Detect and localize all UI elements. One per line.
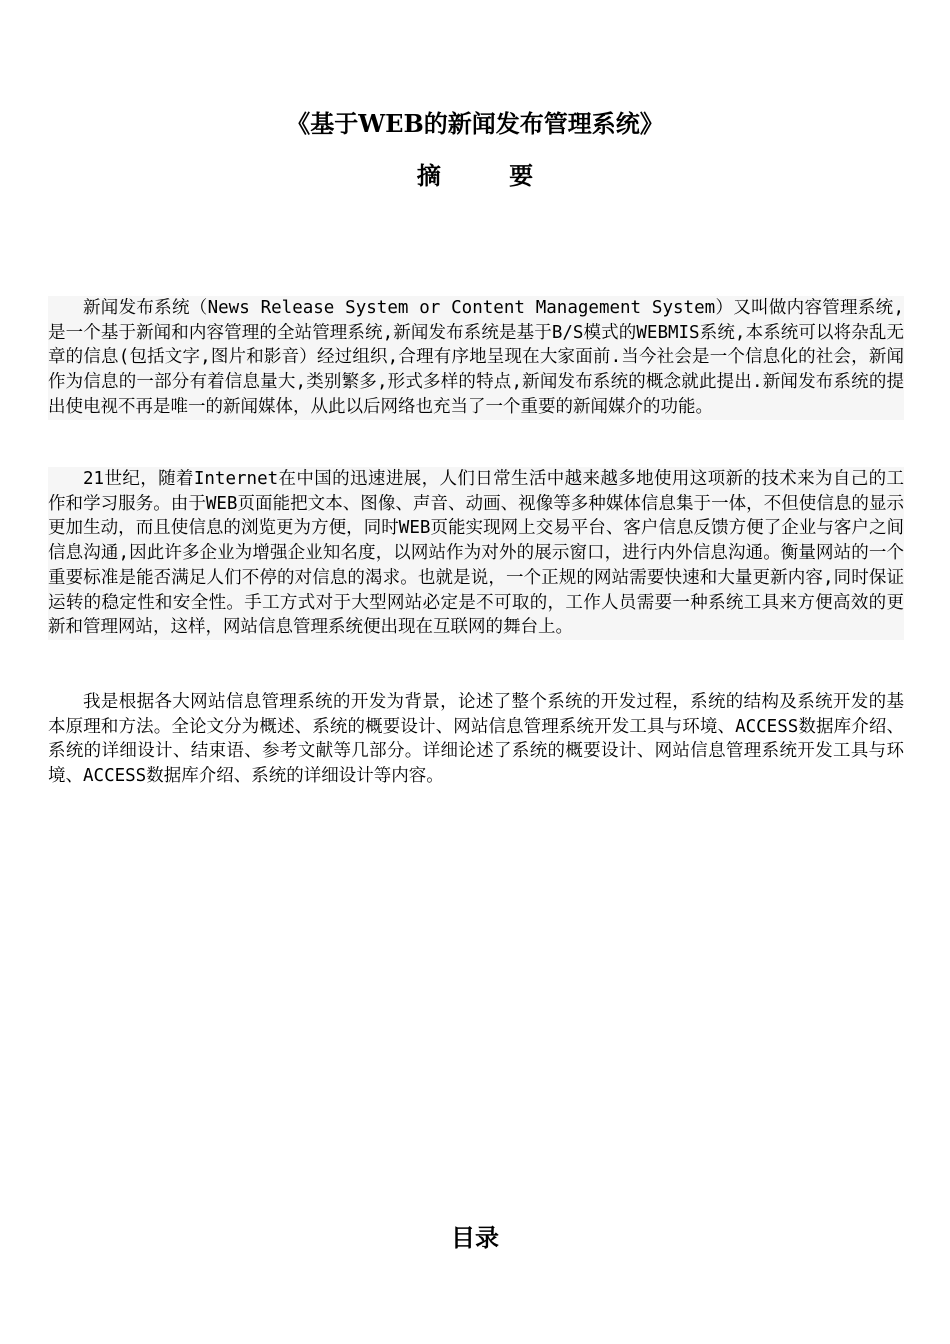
abstract-paragraph-3: 我是根据各大网站信息管理系统的开发为背景，论述了整个系统的开发过程，系统的结构及系统开发的基本原理和方法。全论文分为概述、系统的概要设计、网站信息管理系统开发工具与环境、ACCESS数据库介绍、系统的详细设计、结束语、参考文献等几部分。详细论述了系统的概要设计、网站信息管理系统开发工具与环境、ACCESS数据库介绍、系统的详细设计等内容。 — [48, 692, 904, 787]
abstract-paragraph-1: 新闻发布系统（News Release System or Content Management System）又叫做内容管理系统,是一个基于新闻和内容管理的全站管理系统,新闻发布系统是基于B/S模式的WEBMIS系统,本系统可以将杂乱无章的信息(包括文字,图片和影音）经过组织,合理有序地呈现在大家面前.当今社会是一个信息化的社会，新闻作为信息的一部分有着信息量大,类别繁多,形式多样的特点,新闻发布系统的概念就此提出.新闻发布系统的提出使电视不再是唯一的新闻媒体，从此以后网络也充当了一个重要的新闻媒介的功能。 — [48, 296, 904, 420]
abstract-paragraph-2: 21世纪，随着Internet在中国的迅速进展，人们日常生活中越来越多地使用这项新的技术来为自己的工作和学习服务。由于WEB页面能把文本、图像、声音、动画、视像等多种媒体信息集于一体，不但使信息的显示更加生动，而且使信息的浏览更为方便，同时WEB页能实现网上交易平台、客户信息反馈方便了企业与客户之间信息沟通,因此许多企业为增强企业知名度，以网站作为对外的展示窗口，进行内外信息沟通。衡量网站的一个重要标准是能否满足人们不停的对信息的渴求。也就是说，一个正规的网站需要快速和大量更新内容,同时保证运转的稳定性和安全性。手工方式对于大型网站必定是不可取的，工作人员需要一种系统工具来方便高效的更新和管理网站，这样，网站信息管理系统便出现在互联网的舞台上。 — [48, 467, 904, 640]
toc-heading: 目录 — [451, 1223, 499, 1252]
abstract-heading: 摘 要 — [416, 161, 564, 190]
document-title: 《基于WEB的新闻发布管理系统》 — [286, 109, 664, 138]
